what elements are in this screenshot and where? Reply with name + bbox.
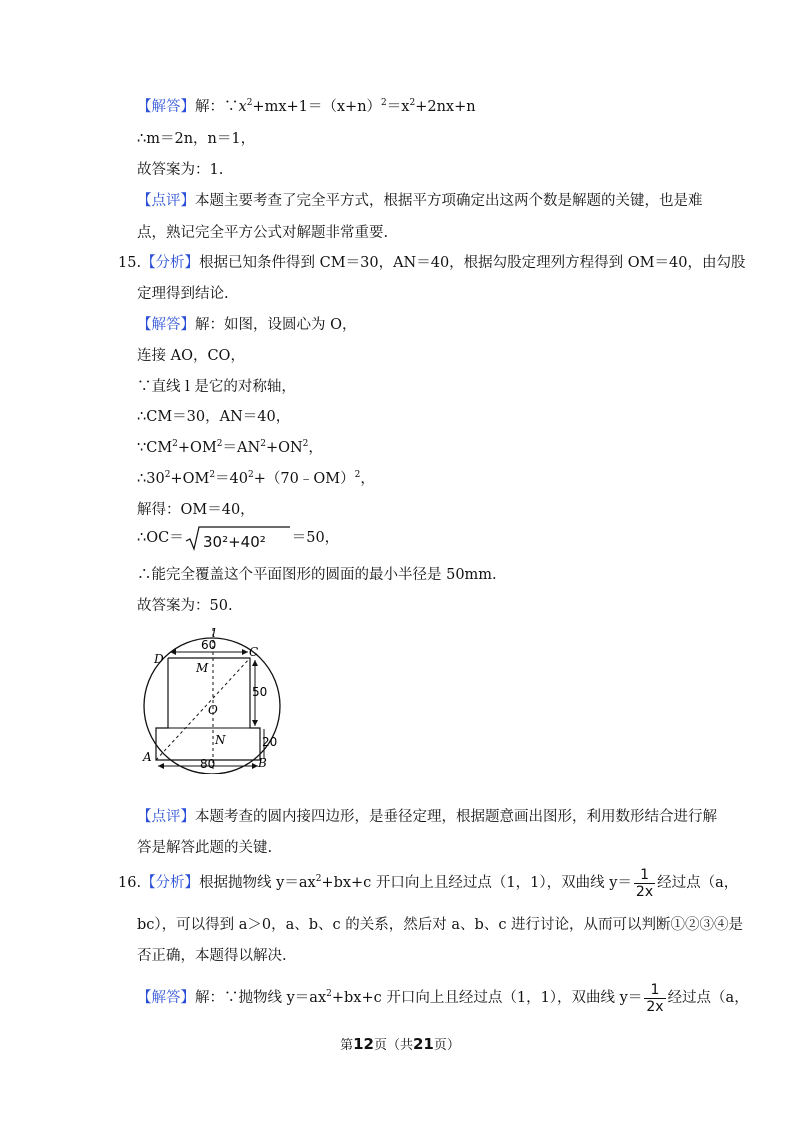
q15-step-5: $\therefore 30^2+OM^2=40^2+(70﹣OM)^2$， xyxy=(137,470,375,487)
label-C: C xyxy=(249,645,259,659)
q15-step-6: 解得：OM＝40， xyxy=(137,502,255,518)
svg-text:30²+40²: 30²+40² xyxy=(202,533,266,551)
sqrt-expression xyxy=(184,524,292,552)
q15-review-1: 【点评】本题考查的圆内接四边形，是垂径定理，根据题意画出图形，利用数形结合进行解 xyxy=(137,809,717,825)
answer-line-1: 【解答】解：$\because x^2+mx+1=(x+n)^2=x^2+2nx+n$ xyxy=(137,98,476,115)
label-B: B xyxy=(258,756,267,770)
answer-line-2: ∴m＝2n，n＝1， xyxy=(137,131,256,147)
label-O: O xyxy=(208,703,218,717)
page-total: 21 xyxy=(413,1035,434,1053)
q15-step-3: ∴CM＝30，AN＝40， xyxy=(137,409,291,425)
q15-step-9: 故答案为：50. xyxy=(137,598,233,614)
q16-analysis-3: 否正确，本题得以解决. xyxy=(137,948,287,964)
page-footer: 第12页（共21页） xyxy=(340,1035,460,1053)
q15-step-8: ∴能完全覆盖这个平面图形的圆面的最小半径是 50mm. xyxy=(137,567,497,583)
q15-number: 15. xyxy=(118,255,142,271)
q15-analysis-cont: 定理得到结论. xyxy=(137,286,229,302)
q16-analysis-2: bc），可以得到 a＞0，a、b、c 的关系，然后对 a、b、c 进行讨论，从而可以判断①②③④是 xyxy=(137,917,744,933)
q15-answer: 【解答】解：如图，设圆心为 O， xyxy=(137,317,357,333)
review-tag: 【点评】 xyxy=(137,193,195,209)
label-M: M xyxy=(196,661,209,675)
label-A: A xyxy=(143,750,152,764)
q15-review-2: 答是解答此题的关键. xyxy=(137,840,273,856)
q15-step-1: 连接 AO，CO， xyxy=(137,348,245,364)
fraction: $\frac{1}{2x}$ xyxy=(646,981,664,1015)
review-line-1: 【点评】本题主要考查了完全平方式，根据平方项确定出这两个数是解题的关键，也是难 xyxy=(137,193,703,209)
answer-tag: 【解答】 xyxy=(137,99,195,115)
label-l: l xyxy=(212,626,216,640)
label-N: N xyxy=(215,733,226,747)
q15-step-4: $\because CM^2+OM^2=AN^2+ON^2$， xyxy=(137,439,323,456)
answer-line-3: 故答案为：1. xyxy=(137,162,224,178)
fraction: $\frac{1}{2x}$ xyxy=(635,866,654,900)
page-number: 12 xyxy=(353,1035,374,1053)
geometry-figure xyxy=(138,624,298,774)
q15-step-2: ∵直线 l 是它的对称轴， xyxy=(137,379,296,395)
review-line-2: 点，熟记完全平方公式对解题非常重要. xyxy=(137,225,389,241)
label-50: 50 xyxy=(252,685,268,699)
label-60: 60 xyxy=(201,638,217,652)
q16-answer: 【解答】解：∵抛物线 $y=ax^2+bx+c$ 开口向上且经过点（1，1），双曲线 y＝ $\frac{1}{2x}$ 经过点（a， xyxy=(137,981,749,1015)
label-D: D xyxy=(154,652,164,666)
q15-analysis: 15.【分析】根据已知条件得到 CM＝30，AN＝40，根据勾股定理列方程得到 OM＝40，由勾股 xyxy=(118,255,746,271)
q16-analysis: 16.【分析】根据抛物线 $y=ax^2+bx+c$ 开口向上且经过点（1，1），双曲线 y＝ $\frac{1}{2x}$ 经过点（a， xyxy=(118,866,739,900)
label-20: 20 xyxy=(262,735,278,749)
label-80: 80 xyxy=(200,757,216,771)
q15-step-7: ∴OC＝ 30²+40² ＝50， xyxy=(137,524,339,552)
